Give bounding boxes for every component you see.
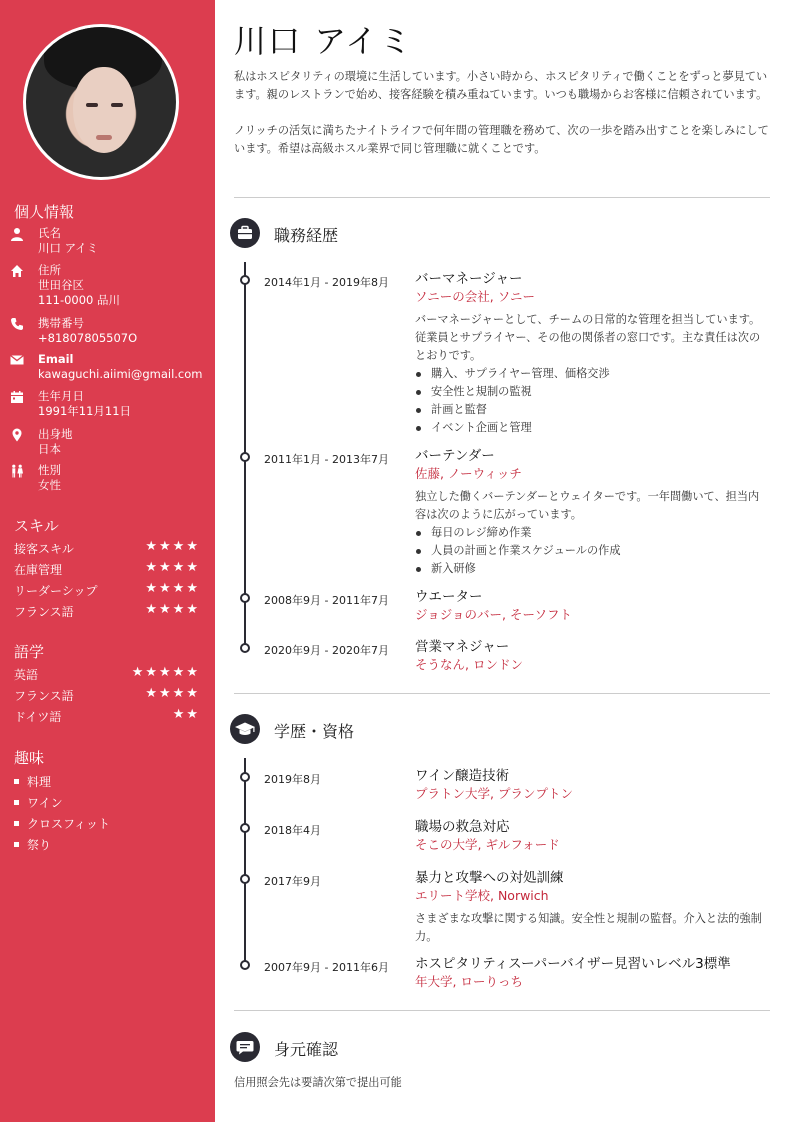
graduation-cap-icon bbox=[230, 714, 260, 744]
list-item: イベント企画と管理 bbox=[415, 419, 770, 437]
hobbies-heading: 趣味 bbox=[14, 749, 45, 767]
calendar-icon bbox=[10, 390, 24, 404]
education-timeline bbox=[244, 758, 246, 968]
personal-gender-value: 女性 bbox=[38, 478, 61, 492]
divider bbox=[234, 1010, 770, 1011]
experience-date: 2020年9月 - 2020年7月 bbox=[264, 644, 389, 657]
bullet-icon bbox=[14, 821, 19, 826]
job-description: 独立した働くバーテンダーとウェイターです。一年間働いて、担当内容は次のように広がっています。 bbox=[415, 490, 760, 521]
summary-paragraph: 私はホスピタリティの環境に生活しています。小さい時から、ホスピタリティで働くことをずっと夢見ています。親のレストランで始め、接客経験を積み重ねています。いつも職場からお客様に信頼されています。 bbox=[234, 70, 768, 101]
job-title: ウエーター bbox=[415, 589, 483, 605]
timeline-dot bbox=[240, 643, 250, 653]
experience-item bbox=[415, 447, 770, 578]
education-date: 2018年4月 bbox=[264, 824, 321, 837]
institution: そこの大学, ギルフォード bbox=[415, 837, 560, 852]
list-item: 毎日のレジ締め作業 bbox=[415, 524, 770, 542]
rating-stars: ★★★★ bbox=[145, 560, 200, 575]
personal-birthplace-label: 出身地 bbox=[38, 427, 73, 441]
bullet-icon bbox=[14, 779, 19, 784]
language-item: フランス語 ★★★★ bbox=[14, 686, 200, 703]
experience-date: 2014年1月 - 2019年8月 bbox=[264, 276, 389, 289]
personal-name-value: 川口 アイミ bbox=[38, 241, 99, 255]
education-item bbox=[415, 767, 770, 802]
job-bullets bbox=[415, 524, 770, 578]
mail-icon bbox=[10, 353, 24, 367]
summary bbox=[234, 68, 770, 176]
list-item: 新入研修 bbox=[415, 560, 770, 578]
experience-item bbox=[415, 270, 770, 437]
hobby-item: 料理 bbox=[14, 773, 51, 790]
personal-address-line1: 世田谷区 bbox=[38, 278, 84, 292]
hobby-item: クロスフィット bbox=[14, 815, 110, 832]
list-item: 計画と監督 bbox=[415, 401, 770, 419]
timeline-dot bbox=[240, 275, 250, 285]
timeline-dot bbox=[240, 960, 250, 970]
job-title: バーテンダー bbox=[415, 448, 495, 464]
sidebar bbox=[0, 0, 215, 1122]
timeline-dot bbox=[240, 772, 250, 782]
education-date: 2017年9月 bbox=[264, 875, 321, 888]
bullet-icon bbox=[14, 800, 19, 805]
timeline-dot bbox=[240, 593, 250, 603]
job-organization: そうなん, ロンドン bbox=[415, 657, 523, 672]
education-heading: 学歴・資格 bbox=[274, 722, 355, 741]
personal-email-label: Email bbox=[38, 352, 74, 366]
rating-stars: ★★★★★ bbox=[131, 665, 200, 680]
briefcase-icon bbox=[230, 218, 260, 248]
skill-item: 在庫管理 ★★★★ bbox=[14, 560, 200, 577]
education-item bbox=[415, 955, 770, 990]
rating-stars: ★★★★ bbox=[145, 686, 200, 701]
home-icon bbox=[10, 264, 24, 278]
personal-birthdate-label: 生年月日 bbox=[38, 389, 84, 403]
candidate-name: 川口 アイミ bbox=[234, 22, 414, 60]
list-item: 購入、サプライヤー管理、価格交渉 bbox=[415, 365, 770, 383]
personal-address-label: 住所 bbox=[38, 263, 61, 277]
course-title: ワイン醸造技術 bbox=[415, 768, 510, 784]
course-title: ホスピタリティスーパーバイザー見習いレベル3標準 bbox=[415, 956, 731, 972]
experience-item bbox=[415, 588, 770, 623]
skills-heading: スキル bbox=[14, 517, 59, 535]
rating-stars: ★★★★ bbox=[145, 602, 200, 617]
references-text: 信用照会先は要請次第で提出可能 bbox=[234, 1076, 402, 1089]
skill-item: リーダーシップ ★★★★ bbox=[14, 581, 200, 598]
phone-icon bbox=[10, 317, 24, 331]
language-item: ドイツ語 ★★ bbox=[14, 707, 200, 724]
divider bbox=[234, 197, 770, 198]
personal-phone-value: +81807805507O bbox=[38, 331, 138, 345]
course-title: 職場の救急対応 bbox=[415, 819, 510, 835]
list-item: 人員の計画と作業スケジュールの作成 bbox=[415, 542, 770, 560]
personal-email-value[interactable]: kawaguchi.aiimi@gmail.com bbox=[38, 367, 203, 381]
divider bbox=[234, 693, 770, 694]
gender-icon bbox=[10, 464, 24, 478]
timeline-dot bbox=[240, 874, 250, 884]
institution: 年大学, ローりっち bbox=[415, 974, 523, 989]
list-item: 安全性と規制の監視 bbox=[415, 383, 770, 401]
references-heading: 身元確認 bbox=[274, 1040, 339, 1059]
job-organization: 佐藤, ノーウィッチ bbox=[415, 466, 522, 481]
personal-birthplace-value: 日本 bbox=[38, 442, 61, 456]
profile-photo bbox=[23, 24, 179, 180]
personal-phone-label: 携帯番号 bbox=[38, 316, 84, 330]
job-bullets bbox=[415, 365, 770, 437]
job-organization: ジョジョのバー, そーソフト bbox=[415, 607, 572, 622]
job-title: 営業マネジャー bbox=[415, 639, 510, 655]
rating-stars: ★★ bbox=[172, 707, 200, 722]
person-icon bbox=[10, 227, 24, 241]
course-description: さまざまな攻撃に関する知識。安全性と規制の監督。介入と法的強制力。 bbox=[415, 912, 762, 943]
experience-date: 2011年1月 - 2013年7月 bbox=[264, 453, 389, 466]
languages-heading: 語学 bbox=[14, 643, 45, 661]
experience-date: 2008年9月 - 2011年7月 bbox=[264, 594, 389, 607]
rating-stars: ★★★★ bbox=[145, 539, 200, 554]
hobby-item: ワイン bbox=[14, 794, 63, 811]
summary-paragraph: ノリッチの活気に満ちたナイトライフで何年間の管理職を務めて、次の一歩を踏み出すことを楽しみにしています。希望は高級ホスル業界で同じ管理職に就くことです。 bbox=[234, 124, 769, 155]
personal-name-label: 氏名 bbox=[38, 226, 61, 240]
timeline-dot bbox=[240, 823, 250, 833]
location-icon bbox=[10, 428, 24, 442]
chat-icon bbox=[230, 1032, 260, 1062]
skill-item: フランス語 ★★★★ bbox=[14, 602, 200, 619]
timeline-dot bbox=[240, 452, 250, 462]
personal-info-heading: 個人情報 bbox=[14, 203, 75, 221]
experience-item bbox=[415, 638, 770, 673]
education-date: 2007年9月 - 2011年6月 bbox=[264, 961, 389, 974]
personal-gender-label: 性別 bbox=[38, 463, 61, 477]
institution: プラトン大学, プランプトン bbox=[415, 786, 573, 801]
education-date: 2019年8月 bbox=[264, 773, 321, 786]
institution: エリート学校, Norwich bbox=[415, 888, 549, 903]
education-item bbox=[415, 818, 770, 853]
job-organization: ソニーの会社, ソニー bbox=[415, 289, 535, 304]
skill-item: 接客スキル ★★★★ bbox=[14, 539, 200, 556]
course-title: 暴力と攻撃への対処訓練 bbox=[415, 870, 564, 886]
personal-birthdate-value: 1991年11月11日 bbox=[38, 404, 132, 418]
rating-stars: ★★★★ bbox=[145, 581, 200, 596]
job-title: バーマネージャー bbox=[415, 271, 523, 287]
job-description: バーマネージャーとして、チームの日常的な管理を担当しています。従業員とサプライヤー、その他の関係者の窓口です。主な責任は次のとおりです。 bbox=[415, 313, 761, 362]
language-item: 英語 ★★★★★ bbox=[14, 665, 200, 682]
bullet-icon bbox=[14, 842, 19, 847]
hobby-item: 祭り bbox=[14, 836, 51, 853]
education-item bbox=[415, 869, 770, 946]
personal-address-line2: 111-0000 品川 bbox=[38, 293, 121, 307]
experience-heading: 職務経歴 bbox=[274, 226, 339, 245]
